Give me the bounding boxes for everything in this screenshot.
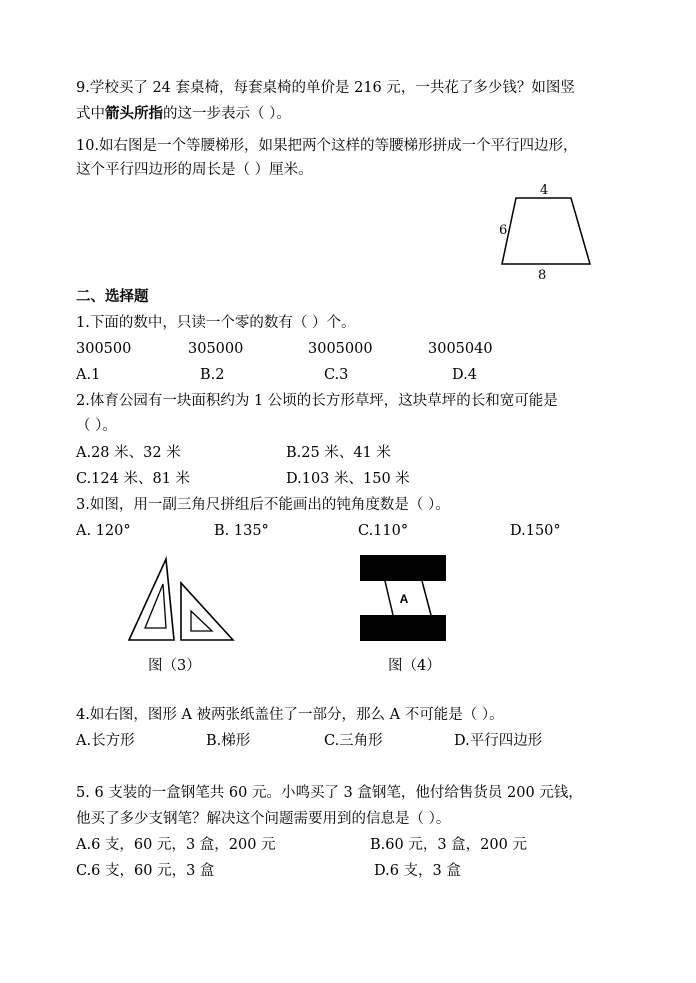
- s1-number-3: 3005000: [308, 341, 373, 357]
- s5-option-c: C.6 支，60 元，3 盒: [76, 863, 215, 879]
- fig3-caption: 图（3）: [148, 658, 201, 674]
- q9-line2-pre: 式中: [76, 106, 105, 122]
- s1-option-d: D.4: [452, 367, 477, 383]
- s2-stem1: 2.体育公园有一块面积约为 1 公顷的长方形草坪，这块草坪的长和宽可能是: [76, 393, 558, 409]
- covered-shape-figure: [358, 552, 450, 644]
- s3-option-c: C.110°: [358, 523, 409, 539]
- cover-paper-top: [360, 555, 446, 581]
- section2-title: 二、选择题: [76, 288, 149, 305]
- s2-stem2: （ ）。: [76, 418, 117, 434]
- s4-option-d: D.平行四边形: [454, 733, 543, 749]
- s1-option-b: B.2: [200, 367, 225, 383]
- q9-line2-bold: 箭头所指: [105, 105, 163, 122]
- shape-a-label: A: [399, 592, 409, 606]
- cover-paper-bottom: [360, 615, 446, 641]
- s5-stem1: 5. 6 支装的一盒钢笔共 60 元。小鸣买了 3 盒钢笔，他付给售货员 200 元钱，: [76, 785, 583, 801]
- trapezoid-bottom-label: 8: [538, 268, 547, 283]
- q9-line2-post: 的这一步表示（ ）。: [163, 106, 291, 122]
- s2-option-a: A.28 米、32 米: [76, 445, 181, 461]
- s4-stem: 4.如右图，图形 A 被两张纸盖住了一部分，那么 A 不可能是（ ）。: [76, 707, 504, 723]
- s1-number-1: 300500: [76, 341, 132, 357]
- s4-option-a: A.长方形: [76, 733, 135, 749]
- s5-stem2: 他买了多少支钢笔？解决这个问题需要用到的信息是（ ）。: [76, 811, 451, 827]
- set-square-30-60-inner: [145, 584, 166, 628]
- shape-a-right-edge: [422, 581, 431, 615]
- q9-line2: [76, 104, 291, 124]
- s1-option-a: A.1: [76, 367, 101, 383]
- s3-option-b: B. 135°: [214, 523, 269, 539]
- trapezoid-shape: [502, 198, 590, 264]
- s4-option-c: C.三角形: [324, 733, 383, 749]
- s5-option-d: D.6 支，3 盒: [374, 863, 461, 879]
- trapezoid-top-label: 4: [540, 183, 549, 198]
- s2-option-b: B.25 米、41 米: [286, 445, 391, 461]
- s5-option-b: B.60 元，3 盒，200 元: [370, 837, 527, 853]
- trapezoid-figure: [490, 176, 600, 286]
- s1-number-4: 3005040: [428, 341, 493, 357]
- s1-stem: 1.下面的数中，只读一个零的数有（ ）个。: [76, 315, 356, 331]
- s3-stem: 3.如图，用一副三角尺拼组后不能画出的钝角度数是（ ）。: [76, 497, 450, 513]
- q10-line1: 10.如右图是一个等腰梯形，如果把两个这样的等腰梯形拼成一个平行四边形，: [76, 138, 578, 154]
- q9-line1: 9.学校买了 24 套桌椅，每套桌椅的单价是 216 元，一共花了多少钱？如图竖: [76, 80, 575, 96]
- s5-option-a: A.6 支，60 元，3 盒，200 元: [76, 837, 276, 853]
- s2-option-d: D.103 米、150 米: [286, 471, 410, 487]
- s1-number-2: 305000: [188, 341, 244, 357]
- shape-a-left-edge: [385, 581, 393, 615]
- s4-option-b: B.梯形: [206, 733, 251, 749]
- trapezoid-side-label: 6: [499, 223, 508, 238]
- fig4-caption: 图（4）: [388, 658, 441, 674]
- s3-option-d: D.150°: [510, 523, 561, 539]
- s3-option-a: A. 120°: [76, 523, 131, 539]
- s2-option-c: C.124 米、81 米: [76, 471, 191, 487]
- q10-line2: 这个平行四边形的周长是（ ）厘米。: [76, 162, 313, 178]
- s1-option-c: C.3: [324, 367, 349, 383]
- set-squares-figure: [125, 552, 250, 647]
